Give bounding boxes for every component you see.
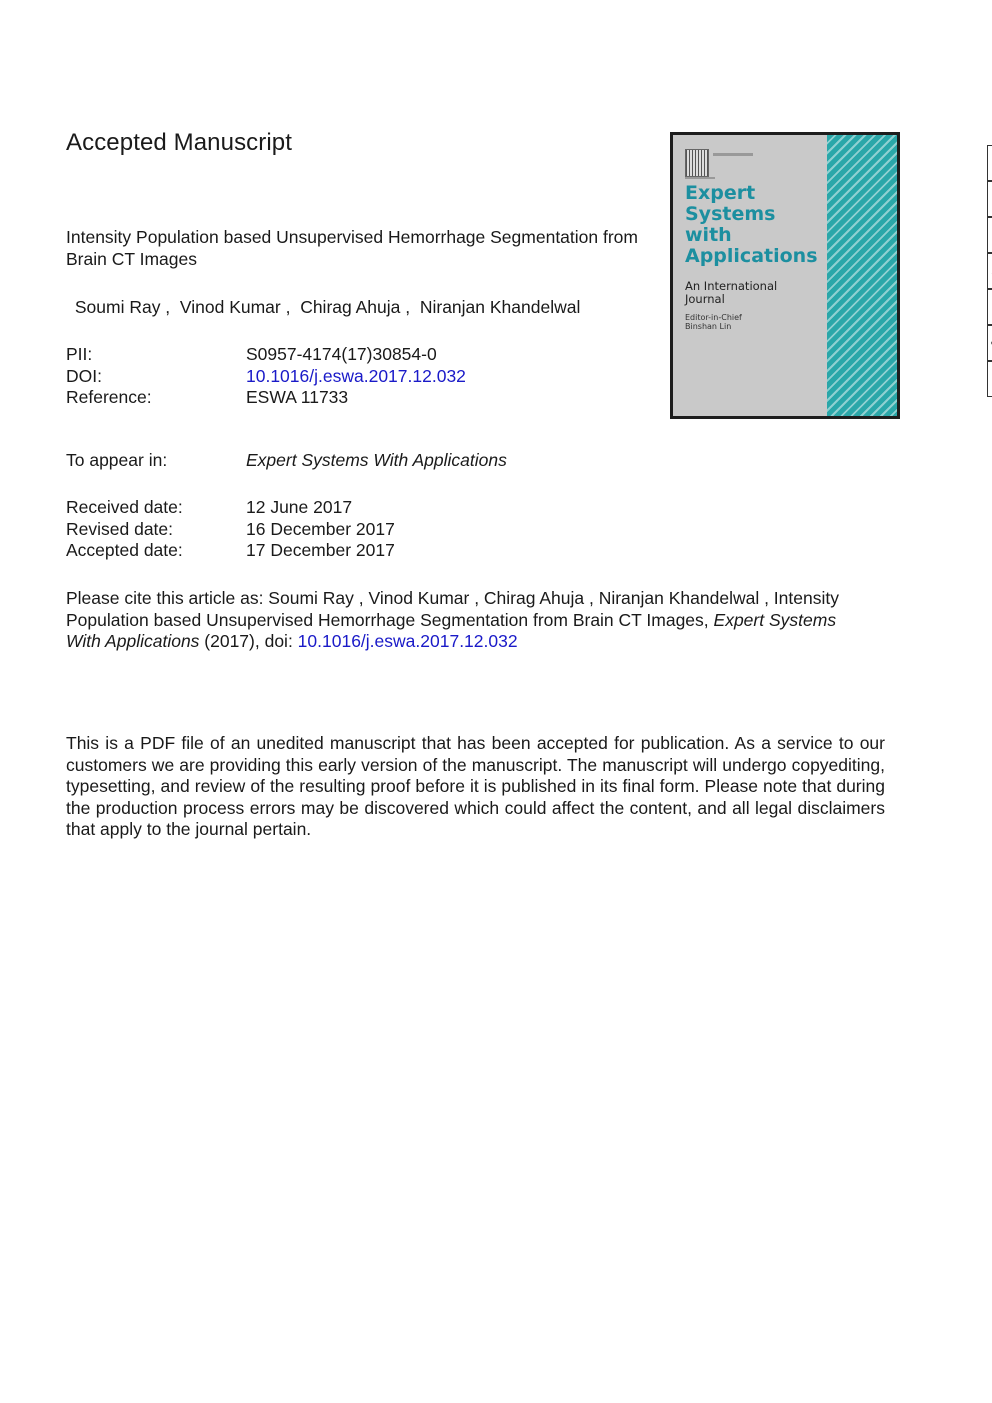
globe-icon [987,325,992,361]
cover-title: Expert Systems with Applications [685,182,818,267]
doi-label: DOI: [66,366,102,386]
pii-value: S0957-4174(17)30854-0 [246,344,437,364]
notice-paragraph: This is a PDF file of an unedited manuscript that has been accepted for publication. As a service to our customers we are providing this early version of the manuscript. The manuscript will undergo copyediting, typesetting, and review of the resulting proof before it is published in its final form. Please note that during the production process errors may be discovered which could affect the content, and all legal disclaimers that apply to the journal pertain. [66,733,885,840]
barcode-icon [685,149,709,177]
revised-label: Revised date: [66,519,174,539]
steering-wheel-icon [987,145,992,181]
pii-label: PII: [66,344,93,364]
appear-label: To appear in: [66,450,168,470]
citation-paragraph [66,588,885,653]
citation-line-2: Population based Unsupervised Hemorrhage Segmentation from Brain CT Images, Expert Systems [66,609,837,630]
journal-name: Expert Systems With Applications [246,450,507,470]
accepted-label: Accepted date: [66,540,183,560]
cover-issn-mark [713,153,753,156]
received-label: Received date: [66,497,183,517]
scales-icon [987,253,992,289]
microscope-icon [987,289,992,325]
doi-link[interactable]: 10.1016/j.eswa.2017.12.032 [246,366,466,386]
citation-doi-link[interactable]: 10.1016/j.eswa.2017.12.032 [297,631,518,652]
head-profile-icon [987,181,992,217]
author-list: Soumi Ray , Vinod Kumar , Chirag Ahuja , Niranjan Khandelwal [70,297,581,317]
cover-editor: Editor-in-Chief Binshan Lin [685,313,742,331]
cover-subtitle: An International Journal [685,279,778,306]
received-value: 12 June 2017 [246,497,353,517]
page-heading: Accepted Manuscript [66,129,293,156]
revised-value: 16 December 2017 [246,519,395,539]
reference-value: ESWA 11733 [246,387,349,407]
citation-line-1: Please cite this article as: Soumi Ray , Vinod Kumar , Chirag Ahuja , Niranjan Khandelwal , Intensity [66,588,839,608]
bar-chart-icon [987,217,992,253]
accepted-value: 17 December 2017 [246,540,395,560]
reference-label: Reference: [66,387,152,407]
medical-caduceus-icon [987,361,992,397]
citation-line-3: With Applications (2017), doi: 10.1016/j.eswa.2017.12.032 [66,631,518,652]
journal-cover [670,132,900,419]
article-title: Intensity Population based Unsupervised Hemorrhage Segmentation from Brain CT Images [66,227,638,269]
cover-icon-strip [827,135,897,416]
cover-small-mark [685,177,715,179]
